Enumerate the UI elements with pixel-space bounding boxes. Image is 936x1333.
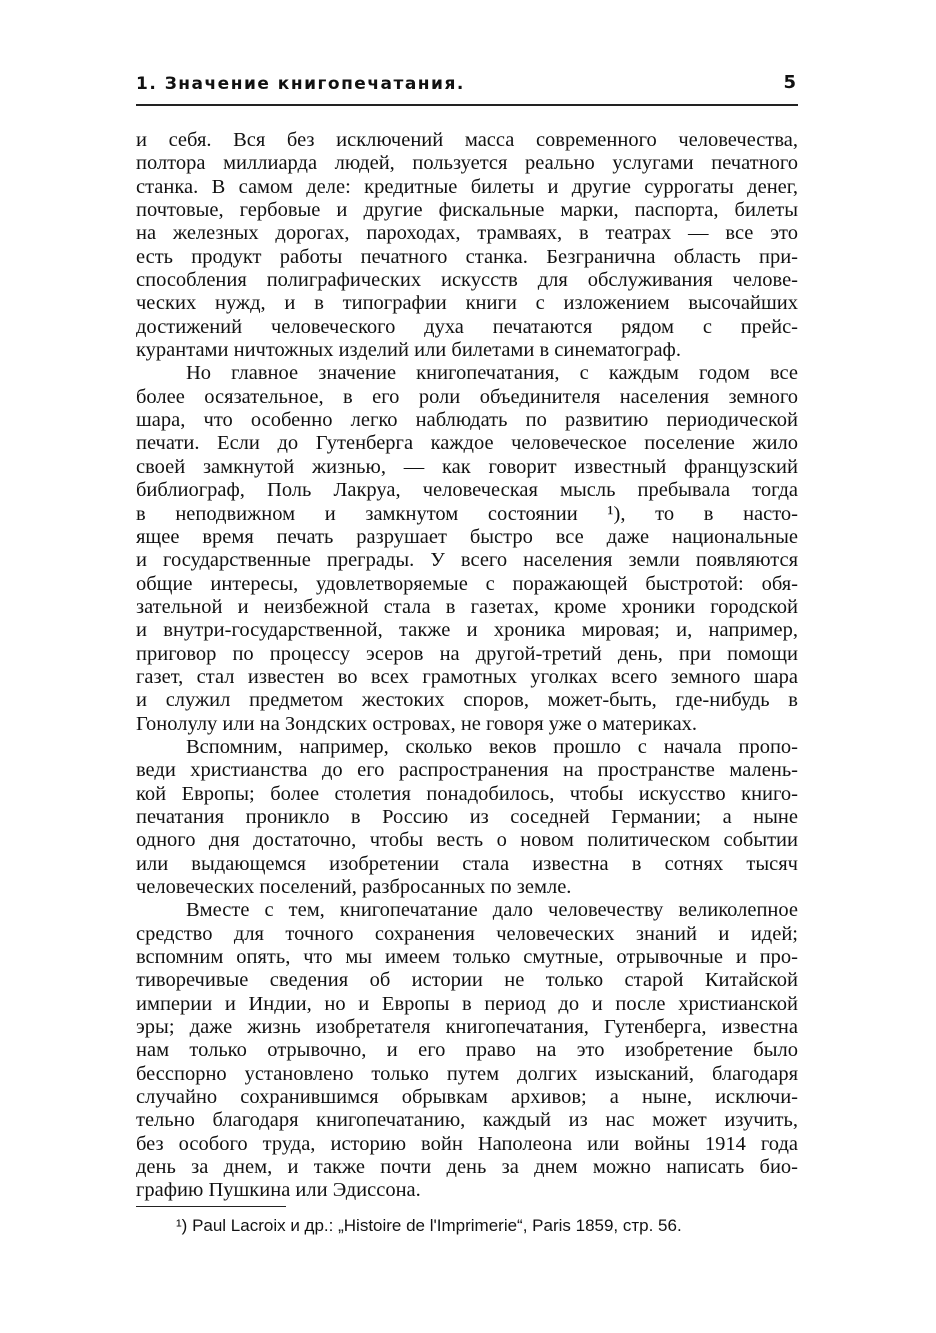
text-line: более осязательное, в его роли объединителя населения земного <box>136 385 798 408</box>
text-line: графию Пушкина или Эдиссона. <box>136 1179 421 1202</box>
text-line: средство для точного сохранения человеческих знаний и идей; <box>136 922 798 945</box>
page-number: 5 <box>783 72 796 93</box>
text-line: случайно сохранившимся обрывкам архивов; а ныне, исключи- <box>136 1086 798 1109</box>
running-header <box>136 68 798 106</box>
text-line: ческих нужд, и в типографии книги с изложением высочайших <box>136 292 798 315</box>
text-line: почтовые, гербовые и другие фискальные марки, паспорта, билеты <box>136 199 798 222</box>
text-line: и внутри-государственной, также и хроника мировая; и, например, <box>136 619 798 642</box>
text-line: Вместе с тем, книгопечатание дало человечеству великолепное <box>186 899 798 922</box>
text-line: общие интересы, удовлетворяемые с поражающей быстротой: обя- <box>136 572 798 595</box>
footnote-text: Paul Lacroix и др.: „Histoire de l'Imprimerie“, Paris 1859, стр. 56. <box>192 1216 682 1235</box>
text-line: шара, что особенно легко наблюдать по развитию периодической <box>136 409 798 432</box>
text-line: тельно благодаря книгопечатанию, каждый из нас может изучить, <box>136 1109 798 1132</box>
text-line: зательной и неизбежной стала в газетах, кроме хроники городской <box>136 595 798 618</box>
footnote-divider <box>136 1206 286 1207</box>
text-line: Вспомним, например, сколько веков прошло с начала пропо- <box>186 735 798 758</box>
text-line: и себя. Вся без исключений масса современного человечества, <box>136 129 798 151</box>
text-line: есть продукт работы печатного станка. Безгранична область при- <box>136 245 798 268</box>
text-line: в неподвижном и замкнутом состоянии ¹), то в насто- <box>136 502 798 525</box>
text-line: на железных дорогах, пароходах, трамваях, в театрах — все это <box>136 222 798 245</box>
text-line: Но главное значение книгопечатания, с каждым годом все <box>186 362 798 385</box>
footnote-marker: ¹) <box>176 1216 188 1235</box>
text-line: и служил предметом жестоких споров, может-быть, где-нибудь в <box>136 689 798 712</box>
text-line: печати. Если до Гутенберга каждое человеческое поселение жило <box>136 432 798 455</box>
text-line: библиограф, Поль Лакруа, человеческая мысль пребывала тогда <box>136 479 798 502</box>
text-line: Гонолулу или на Зондских островах, не говоря уже о материках. <box>136 712 698 735</box>
footnote <box>176 1216 682 1236</box>
text-line: веди христианства до его распространения на пространстве малень- <box>136 759 798 782</box>
text-line: достижений человеческого духа печатаются рядом с прейс- <box>136 315 798 338</box>
text-line: человеческих поселений, разбросанных по земле. <box>136 876 572 898</box>
text-line: ящее время печать разрушает быстро все даже национальные <box>136 525 798 548</box>
text-line: кой Европы; более столетия понадобилось, чтобы искусство книго- <box>136 782 798 805</box>
text-line: своей замкнутой жизнью, — как говорит известный французский <box>136 455 798 478</box>
text-line: тиворечивые сведения об истории не только старой Китайской <box>136 969 798 992</box>
text-line: эры; даже жизнь изобретателя книгопечатания, Гутенберга, известна <box>136 1016 798 1039</box>
chapter-title: 1. Значение книгопечатания. <box>136 74 465 94</box>
text-line: бесспорно установлено только путем долгих изысканий, благодаря <box>136 1062 798 1085</box>
text-line: и государственные преграды. У всего населения земли появляются <box>136 549 798 572</box>
text-line: вспомним опять, что мы имеем только смутные, отрывочные и про- <box>136 946 798 969</box>
text-line: империи и Индии, но и Европы в период до и после христианской <box>136 992 798 1015</box>
text-line: приговор по процессу эсеров на другой-третий день, при помощи <box>136 642 798 665</box>
body-text <box>136 129 798 1203</box>
text-line: одного дня достаточно, чтобы весть о новом политическом событии <box>136 829 798 852</box>
text-line: или выдающемся изобретении стала известна в сотнях тысяч <box>136 852 798 875</box>
text-line: способления полиграфических искусств для обслуживания челове- <box>136 269 798 292</box>
text-line: печатания проникло в Россию из соседней Германии; а ныне <box>136 805 798 828</box>
text-line: курантами ничтожных изделий или билетами в синематограф. <box>136 339 681 362</box>
text-line: полтора миллиарда людей, пользуется реально услугами печатного <box>136 152 798 175</box>
text-line: день за днем, и также почти день за днем можно написать био- <box>136 1156 798 1179</box>
text-line: газет, стал известен во всех грамотных уголках всего земного шара <box>136 665 798 688</box>
text-line: нам только отрывочно, и его право на это изобретение было <box>136 1039 798 1062</box>
text-line: без особого труда, историю войн Наполеона или войны 1914 года <box>136 1132 798 1155</box>
text-line: станка. В самом деле: кредитные билеты и другие суррогаты денег, <box>136 175 798 198</box>
